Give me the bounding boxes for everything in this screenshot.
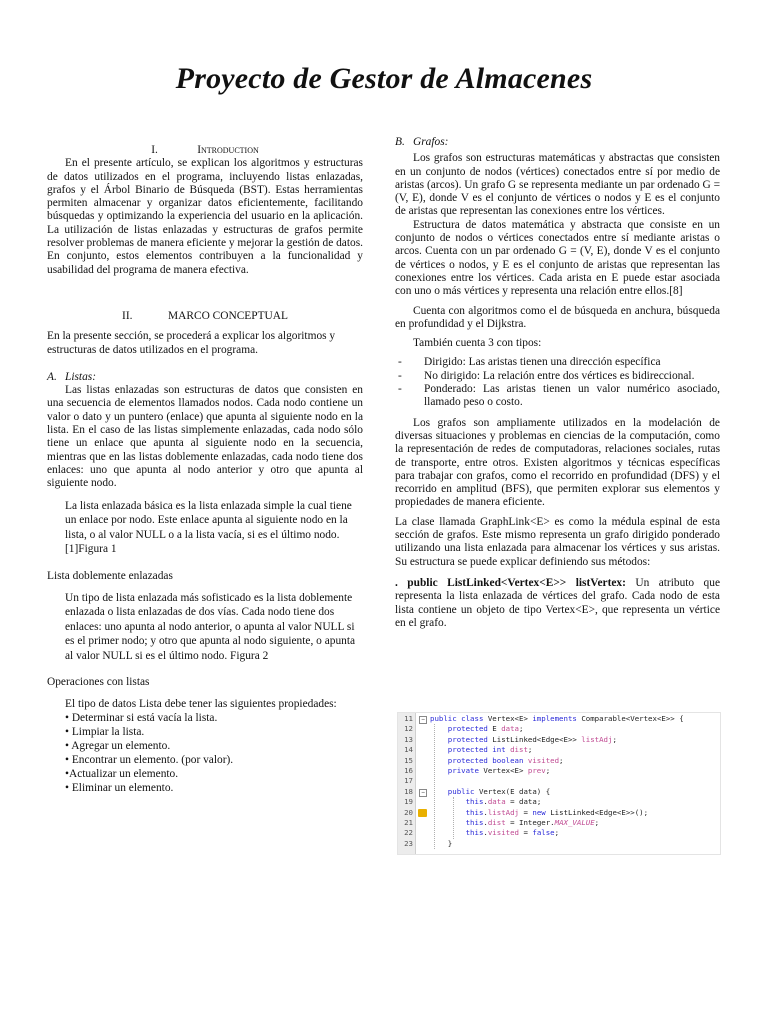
grafos-tipos-intro: También cuenta 3 con tipos:: [413, 337, 542, 350]
code-text: [430, 745, 532, 755]
code-text: [430, 808, 648, 818]
line-number: 14: [404, 745, 413, 755]
list-item-text: Ponderado: Las aristas tienen un valor numérico asociado, llamado peso o costo.: [424, 383, 720, 409]
code-token: listAdj: [581, 734, 613, 744]
line-number: 13: [404, 734, 413, 744]
code-token: ;: [519, 724, 524, 734]
code-token: prev: [527, 766, 546, 775]
code-token: visited: [487, 828, 520, 838]
subsection-heading-grafos: [395, 136, 720, 149]
section-number: II.: [122, 309, 133, 322]
list-item: • Determinar si está vacía la lista.: [65, 711, 218, 724]
code-token: new: [532, 807, 551, 817]
code-token: = data;: [505, 797, 542, 807]
line-number: 22: [404, 828, 413, 838]
grafos-paragraph-1: Los grafos son estructuras matemáticas y abstractas que consisten en un conjunto de nodos (vértices) conectados entre sí por medio de aristas (arcos). Un grafo G se representa mediante un par ordenado G = (V, E), donde V es el conjunto de vértices o nodos y E es el conjunto de aristas que representan las conexiones entre los vértices.: [395, 152, 720, 218]
fold-toggle-icon[interactable]: −: [419, 789, 427, 797]
listas-paragraph: Las listas enlazadas son estructuras de datos que consisten en una secuencia de elementos llamados nodos. Cada nodo contiene un valor o dato y un puntero (enlace) que apunta al siguiente nodo en la lista. En el caso de las listas simplemente enlazadas, cada nodo sólo tiene un enlace que apunta al siguiente nodo en la secuencia, mientras que en las listas doblemente enlazadas, cada nodo tiene dos enlaces: uno que apunta al nodo anterior y otro que apunta al siguiente nodo.: [47, 384, 363, 490]
line-number: 21: [404, 818, 413, 827]
code-text: [430, 766, 550, 776]
doble-paragraph: Un tipo de lista enlazada más sofisticado es la lista doblemente enlazada o lista enlazadas de dos vías. Cada nodo tiene dos enlaces: uno apunta al nodo anterior, o apunta al valor NULL si es el primer nodo; y otro que apunta al nodo siguiente, o apunta al valor NULL si es el último nodo. Figura 2: [65, 591, 356, 662]
line-number: 18: [404, 786, 413, 796]
code-text: [430, 724, 523, 734]
code-token: ;: [559, 755, 564, 765]
subsection-title: Listas:: [65, 370, 97, 383]
code-token: E: [492, 724, 502, 734]
code-token: ;: [545, 766, 551, 775]
code-token: ;: [612, 734, 617, 744]
properties-list: [65, 711, 363, 795]
code-text: [430, 797, 541, 807]
section-title: Introduction: [197, 144, 259, 156]
code-text: [430, 756, 564, 766]
grafos-types-list: [395, 356, 720, 409]
listvertex-description: Un atributo que representa la lista enlazada de vértices del grafo. Cada nodo de esta lista contiene un objeto de tipo Vertex<E>, que representa un vértice en el grafo.: [395, 576, 721, 629]
grafos-paragraph-2: Estructura de datos matemática y abstracta que consiste en un conjunto de nodos o vértices conectados entre sí mediante aristas o arcos. Cuenta con un par ordenado G = (V, E), donde V es el conjunto de vértices o nodos, y E es el conjunto de aristas que representan las conexiones entre los vértices. Cada arista en E puede estar asociada con uno o más vértices y representa una relación entre ellos.[8]: [395, 218, 720, 298]
code-token: protected: [430, 724, 493, 734]
code-token: .: [483, 818, 488, 827]
paper-title: Proyecto de Gestor de Almacenes: [175, 62, 593, 95]
code-token: ListLinked<Edge<E>>: [492, 734, 582, 744]
code-token: private: [430, 766, 484, 775]
code-token: false: [532, 828, 555, 838]
code-text: [430, 735, 617, 745]
right-column: [395, 136, 720, 630]
line-number: 23: [404, 838, 413, 848]
code-token: ;: [527, 745, 533, 755]
warning-bulb-icon[interactable]: [418, 809, 427, 817]
listvertex-signature: . public ListLinked<Vertex<E>> listVertex:: [395, 576, 626, 589]
list-item-text: No dirigido: La relación entre dos vértices es bidireccional.: [424, 369, 695, 382]
listvertex-paragraph: [395, 577, 720, 630]
section-title: MARCO CONCEPTUAL: [168, 309, 288, 322]
code-token: protected boolean: [430, 755, 528, 765]
grafos-paragraph-3: Cuenta con algoritmos como el de búsqueda en anchura, búsqueda en profundidad y el Dijkstra.: [395, 304, 720, 330]
code-token: this: [430, 818, 484, 827]
list-item: • Limpiar la lista.: [65, 725, 145, 738]
code-token: protected: [430, 734, 493, 744]
code-token: data: [501, 724, 520, 734]
line-number: 19: [404, 797, 413, 807]
list-item: • Eliminar un elemento.: [65, 781, 174, 794]
code-token: visited: [527, 755, 560, 765]
code-token: = Integer.: [505, 818, 555, 827]
code-token: this: [430, 797, 484, 807]
list-item: •Actualizar un elemento.: [65, 767, 179, 780]
section-heading-marco: [47, 310, 363, 323]
code-token: ;: [594, 818, 600, 827]
line-number: 17: [404, 776, 413, 786]
code-token: protected int: [430, 745, 511, 755]
doble-heading: Lista doblemente enlazadas: [47, 569, 173, 582]
code-token: public: [430, 786, 479, 796]
line-number: 11: [404, 714, 413, 723]
fold-margin: [417, 713, 427, 854]
code-text: [430, 714, 684, 724]
list-item: - Ponderado: Las aristas tienen un valor numérico asociado, llamado peso o costo.: [398, 383, 720, 409]
code-token: ListLinked<Edge<E>>();: [550, 807, 649, 817]
code-token: dist: [510, 745, 528, 755]
code-token: Vertex<E>: [483, 766, 528, 775]
line-number: 15: [404, 755, 413, 765]
section-number: I.: [151, 144, 158, 156]
list-item: - Dirigido: Las aristas tienen una dirección específica: [398, 356, 661, 369]
list-item: • Agregar un elemento.: [65, 739, 171, 752]
code-text: [430, 818, 599, 828]
code-token: =: [519, 807, 533, 817]
code-token: Vertex<E>: [487, 714, 533, 723]
code-text: [430, 787, 550, 797]
indent-guide: [434, 724, 435, 849]
code-token: .: [483, 807, 488, 817]
section-heading-introduction: [47, 144, 363, 157]
line-number: 16: [404, 766, 413, 775]
marco-paragraph: En la presente sección, se procederá a explicar los algoritmos y estructuras de datos utilizados en el programa.: [47, 330, 336, 356]
list-item-text: Dirigido: Las aristas tienen una dirección específica: [424, 356, 661, 369]
code-token: data: [487, 797, 506, 807]
operaciones-paragraph: El tipo de datos Lista debe tener las siguientes propiedades:: [65, 697, 337, 710]
indent-guide: [453, 797, 454, 839]
code-token: this: [430, 807, 484, 817]
list-item: • Encontrar un elemento. (por valor).: [65, 753, 234, 766]
subsection-letter: A.: [47, 370, 57, 383]
code-screenshot-figure: [397, 712, 721, 855]
code-token: }: [430, 838, 453, 848]
fold-toggle-icon[interactable]: −: [419, 716, 427, 724]
intro-paragraph: En el presente artículo, se explican los algoritmos y estructuras de datos utilizados en el programa, incluyendo listas enlazadas, grafos y el Árbol Binario de Búsqueda (BST). Estas herramientas permiten almacenar y organizar datos eficientemente, facilitando búsquedas y optimizando la experiencia del usuario en la aplicación. La utilización de listas enlazadas y estructuras de grafos permite resolver problemas de manera eficiente y mejorar la gestión de datos. En conjunto, estos elementos contribuyen a la funcionalidad y usabilidad del programa de manera efectiva.: [47, 157, 363, 276]
code-token: ;: [554, 828, 560, 838]
code-token: this: [430, 828, 484, 838]
code-token: MAX_VALUE: [554, 818, 595, 827]
left-column: [47, 136, 363, 795]
code-token: .: [483, 797, 488, 807]
code-text: [430, 828, 559, 838]
line-number: 20: [404, 807, 413, 817]
code-token: public class: [430, 714, 488, 723]
code-token: =: [519, 828, 533, 838]
code-token: listAdj: [487, 807, 520, 817]
line-number: 12: [404, 724, 413, 734]
lista-simple-paragraph: La lista enlazada básica es la lista enlazada simple la cual tiene un enlace por nodo. Este enlace apunta al siguiente nodo en la lista, o al valor NULL o a la lista vacía, si es el último nodo.[1]Figura 1: [65, 499, 352, 556]
subsection-heading-listas: [47, 371, 363, 384]
list-item: - No dirigido: La relación entre dos vértices es bidireccional.: [398, 369, 695, 382]
code-token: Vertex(E data) {: [478, 786, 551, 796]
subsection-title: Grafos:: [413, 136, 449, 148]
code-token: implements: [532, 714, 582, 723]
code-token: .: [483, 828, 488, 838]
code-token: dist: [487, 818, 506, 827]
graphlink-paragraph: La clase llamada GraphLink<E> es como la médula espinal de esta sección de grafos. Este mismo representa un grafo dirigido ponderado utilizando una lista enlazada para almacenar los vértices y sus aristas. Su estructura se puede explicar definiendo sus métodos:: [395, 515, 720, 568]
grafos-paragraph-5: Los grafos son ampliamente utilizados en la modelación de diversas situaciones y problemas en ciencias de la computación, como la representación de redes de computadoras, relaciones sociales, rutas de transporte, entre otros. Existen algoritmos y técnicas específicas para trabajar con grafos, como el recorrido en profundidad (DFS) y el recorrido en amplitud (BFS), que permiten explorar sus elementos y propiedades de manera eficiente.: [395, 416, 720, 509]
code-token: Comparable<Vertex<E>> {: [581, 714, 684, 723]
operaciones-heading: Operaciones con listas: [47, 676, 150, 689]
subsection-letter: B.: [395, 136, 405, 148]
